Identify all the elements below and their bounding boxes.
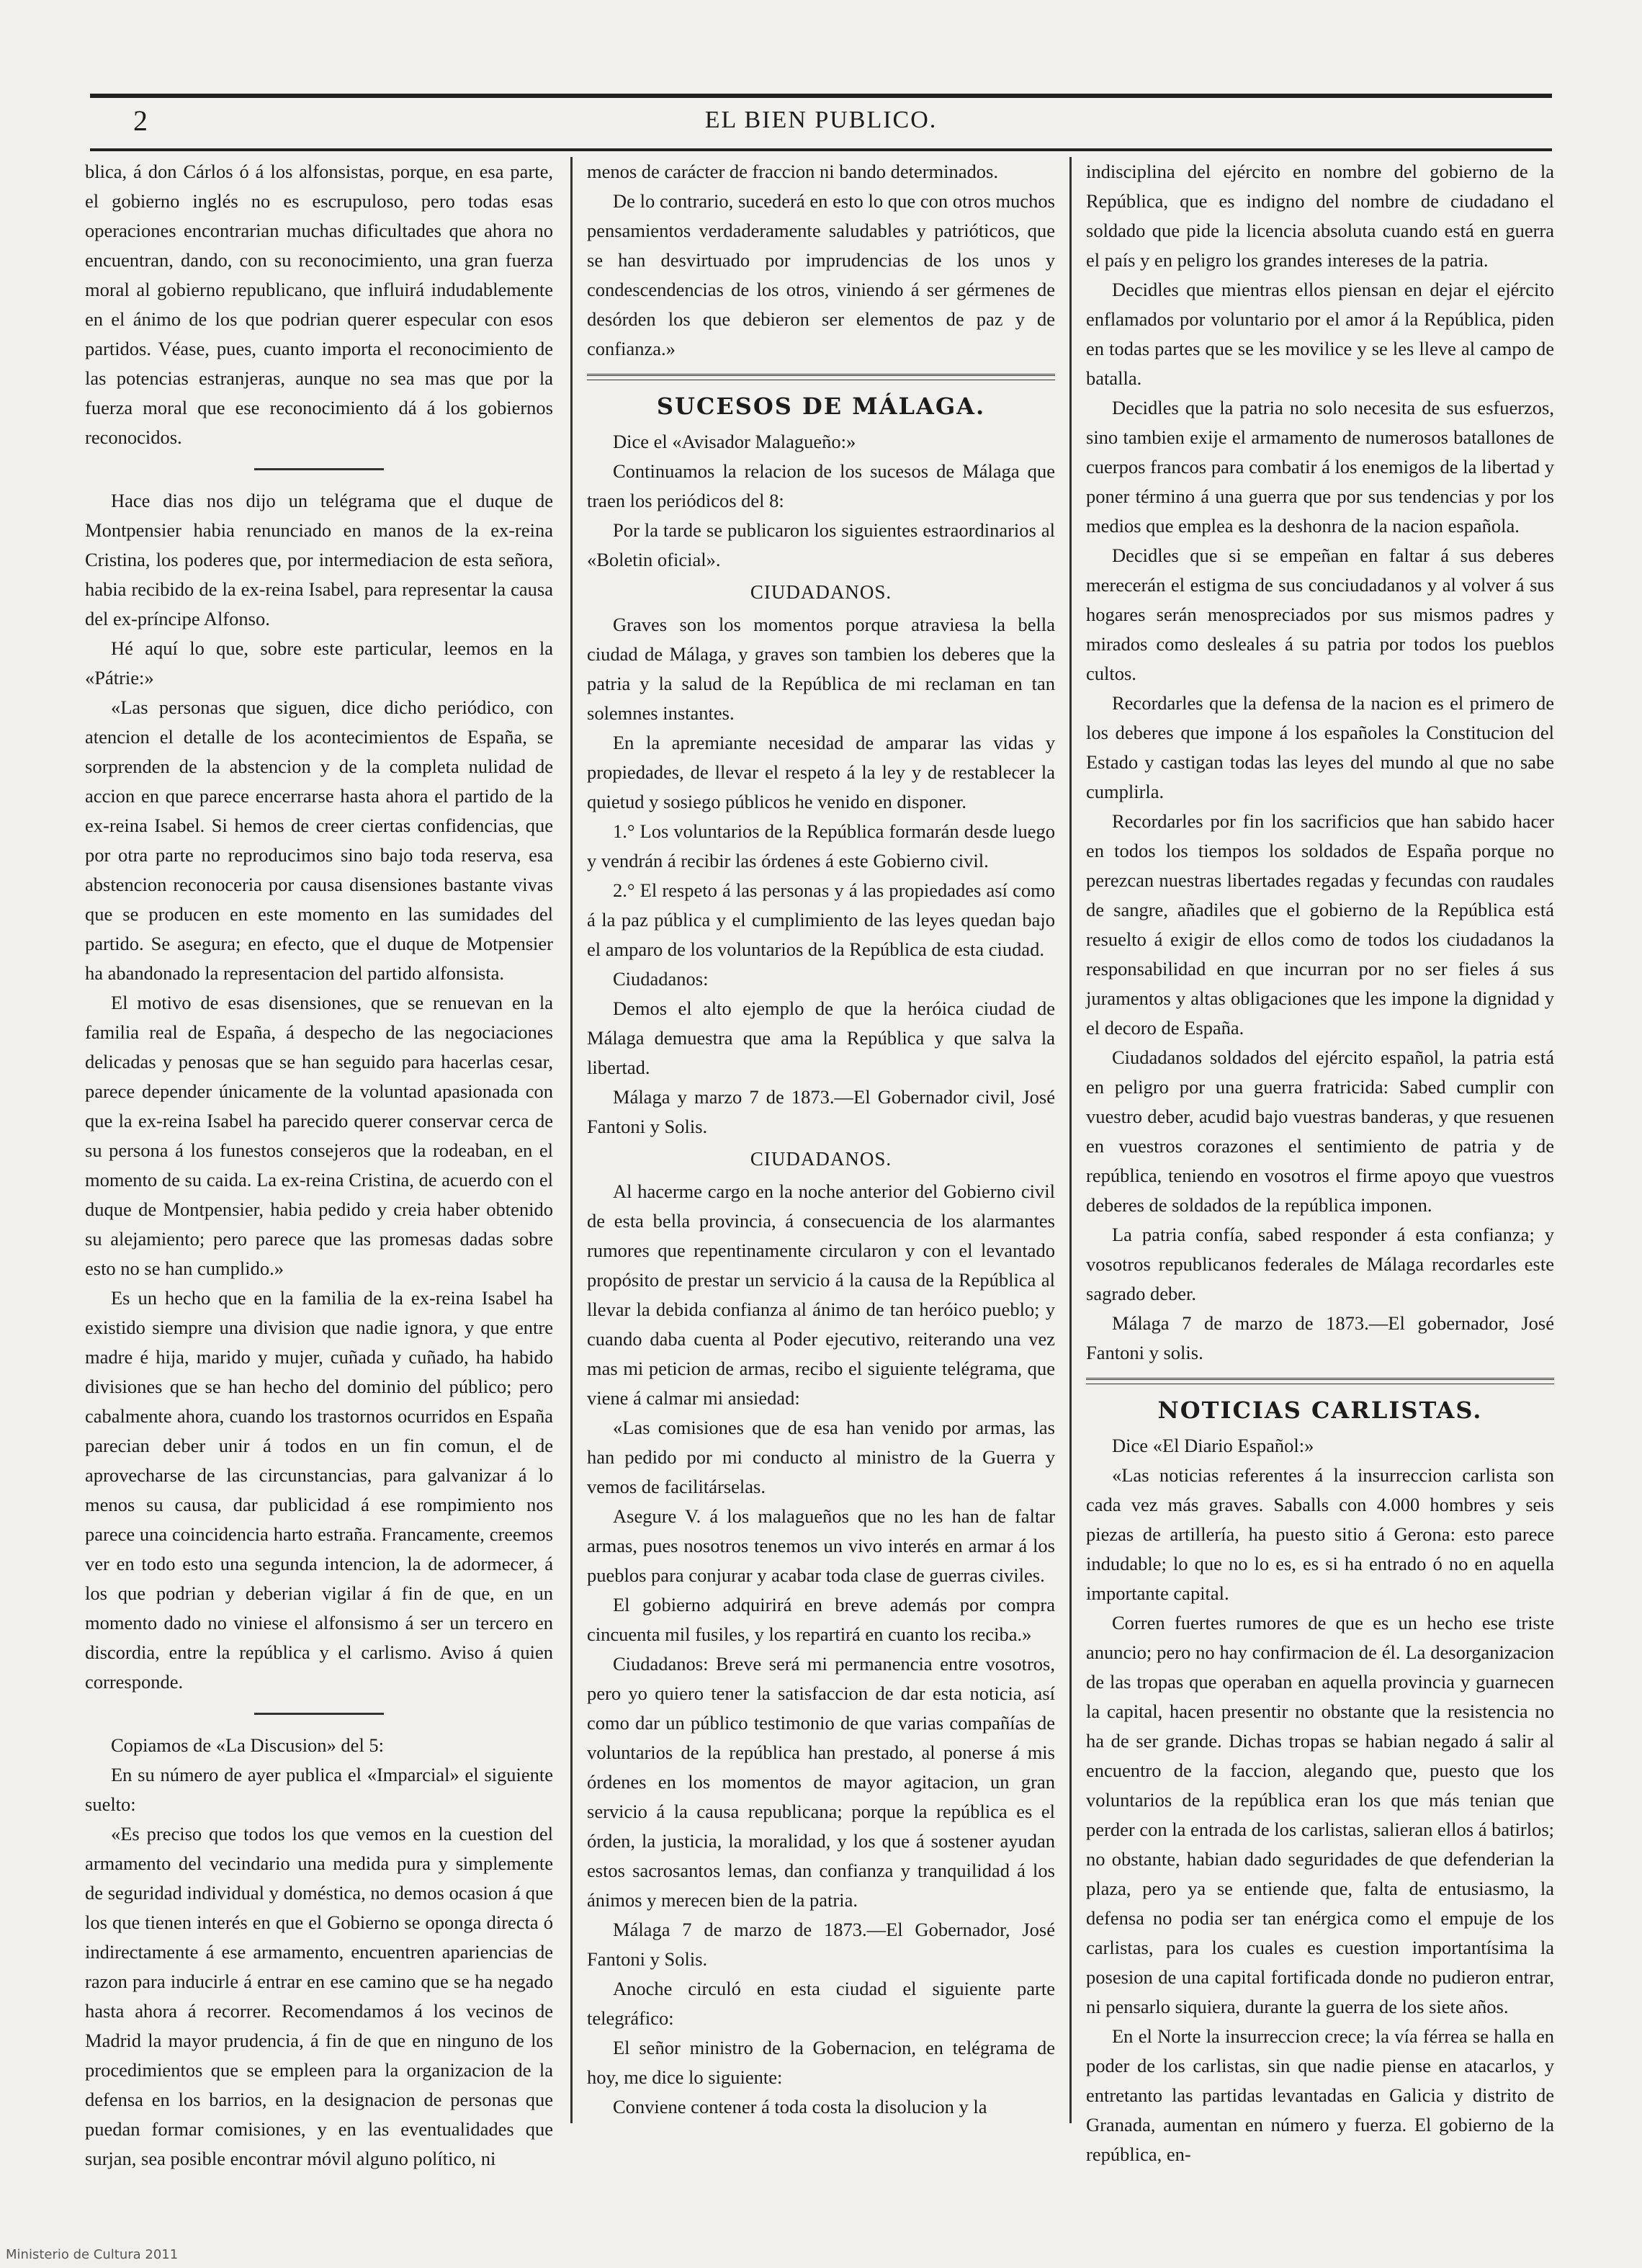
article-paragraph: Decidles que mientras ellos piensan en dejar el ejército enflamados por voluntario por el amor á la República, piden en todas partes que se les movilice y se les lleve al campo de batalla.: [1086, 279, 1554, 389]
article-paragraph: Málaga y marzo 7 de 1873.—El Gobernador civil, José Fantoni y Solis.: [587, 1086, 1055, 1137]
article-paragraph: «Las personas que siguen, dice dicho periódico, con atencion el detalle de los acontecimientos de España, se sorprenden de la abstencion y de la completa nulidad de accion en que parece encerrarse hasta ahora el partido de la ex-reina Isabel. Si hemos de creer ciertas confidencias, que por otra parte no reproducimos sino bajo toda reserva, esa abstencion reconoceria por causa disensiones bastante vivas que se producen en este momento en las sumidades del partido. Se asegura; en efecto, que el duque de Motpensier ha abandonado la representacion del partido alfonsista.: [85, 696, 553, 984]
article-paragraph: blica, á don Cárlos ó á los alfonsistas, porque, en esa parte, el gobierno inglés no es escrupuloso, pero todas esas operaciones encontrarian muchas dificultades que ahora no encuentran, dando, con su reconocimiento, una gran fuerza moral al gobierno republicano, que influirá indudablemente en el ánimo de los que podrian querer especular con esos partidos. Véase, pues, cuanto importa el reconocimiento de las potencias estranjeras, aunque no sea mas que por la fuerza moral que ese reconocimiento dá á los gobiernos reconocidos.: [85, 161, 553, 448]
article-paragraph: El motivo de esas disensiones, que se renuevan en la familia real de España, á despecho de las negociaciones delicadas y penosas que se han seguido para hacerlas cesar, parece depender únicamente de la voluntad apasionada con que la ex-reina Isabel ha parecido querer conservar cerca de su persona á los funestos consejeros que la rodeaban, en el momento de su caida. La ex-reina Cristina, de acuerdo con el duque de Montpensier, habia pedido y creia haber obtenido su alejamiento; pero parece que las promesas dadas sobre esto no se han cumplido.»: [85, 992, 553, 1279]
article-paragraph: Decidles que si se empeñan en faltar á sus deberes merecerán el estigma de sus conciudadanos y al volver á sus hogares serán menospreciados por sus mismos padres y mirados como desleales á su patria por todos los pueblos cultos.: [1086, 544, 1554, 684]
article-paragraph: Decidles que la patria no solo necesita de sus esfuerzos, sino tambien exije el armamento de numerosos batallones de cuerpos francos para combatir á los enemigos de la libertad y poner término á una guerra que por sus tendencias y por los medios que emplea es la deshonra de la nacion española.: [1086, 397, 1554, 537]
subheading: CIUDADANOS.: [750, 1148, 892, 1170]
newspaper-title: EL BIEN PUBLICO.: [704, 107, 938, 133]
article-paragraph: «Las noticias referentes á la insurreccion carlista son cada vez más graves. Saballs con 4.000 hombres y seis piezas de artillería, ha puesto sitio á Gerona: esto parece indudable; lo que no lo es, es si ha entrado ó no en aquella importante capital.: [1086, 1464, 1554, 1604]
article-paragraph: Corren fuertes rumores de que es un hecho ese triste anuncio; pero no hay confirmacion de él. La desorganizacion de las tropas que operaban en aquella provincia y guarnecen la capital, hacen presentir no obstante que la resistencia no ha de ser grande. Dichas tropas se habian negado á salir al encuentro de la faccion, alegando que, puesto que los voluntarios de la república eran los que más tenian que perder con la entrada de los carlistas, salieran ellos á batirlos; no obstante, habian dado seguridades de que defenderian la plaza, pero ya se entiende que, falta de entusiasmo, la defensa no podia ser tan enérgica como el empuje de los carlistas, para los cuales es cuestion importantísima la posesion de una capital fortificada donde no pudieron entrar, ni pensarlo siquiera, durante la guerra de los siete años.: [1086, 1612, 1554, 2017]
article-paragraph: El señor ministro de la Gobernacion, en telégrama de hoy, me dice lo siguiente:: [587, 2037, 1055, 2088]
article-paragraph: Recordarles por fin los sacrificios que han sabido hacer en todos los tiempos los soldados de España porque no perezcan nuestras libertades regadas y fecundas con raudales de sangre, añadiles que el gobierno de la República está resuelto á exigir de ellos como de todos los ciudadanos la responsabilidad en que incurran por no ser fieles á sus juramentos y altas obligaciones que les impone la dignidad y el decoro de España.: [1086, 810, 1554, 1039]
article-paragraph: En el Norte la insurreccion crece; la vía férrea se halla en poder de los carlistas, sin que nadie piense en atacarlos, y entretanto las partidas levantadas en Galicia y distrito de Granada, aumentan en número y fuerza. El gobierno de la república, en-: [1086, 2025, 1554, 2165]
article-paragraph: De lo contrario, sucederá en esto lo que con otros muchos pensamientos verdaderamente saludables y patrióticos, que se han desvirtuado por imprudencias de los unos y condescendencias de los otros, viniendo á ser gérmenes de desórden los que debieron ser elementos de paz y de confianza.»: [587, 190, 1055, 359]
article-paragraph: Dice «El Diario Español:»: [1112, 1435, 1314, 1456]
article-paragraph: 1.° Los voluntarios de la República formarán desde luego y vendrán á recibir las órdenes á este Gobierno civil.: [587, 820, 1055, 871]
article-paragraph: Graves son los momentos porque atraviesa la bella ciudad de Málaga, y graves son tambien los deberes que la patria y la salud de la República de mi reclaman en tan solemnes instantes.: [587, 614, 1055, 724]
article-paragraph: Demos el alto ejemplo de que la heróica ciudad de Málaga demuestra que ama la República y que salva la libertad.: [587, 998, 1055, 1078]
subheading: CIUDADANOS.: [750, 581, 892, 603]
article-paragraph: Es un hecho que en la familia de la ex-reina Isabel ha existido siempre una division que nadie ignora, y que entre madre é hija, marido y mujer, cuñada y cuñado, ha habido divisiones que se han hecho del dominio del público; pero cabalmente ahora, cuando los trastornos ocurridos en España parecian deber unir á todos en un fin comun, el de aprovecharse de las circunstancias, para galvanizar á lo menos su causa, dar publicidad á ese rompimiento nos parece una coincidencia harto estraña. Francamente, creemos ver en todo esto una segunda intencion, la de adormecer, á los que podrian y deberian vigilar á fin de que, en un momento dado no viniese el alfonsismo á ser un tercero en discordia, entre la república y el carlismo. Aviso á quien corresponde.: [85, 1287, 553, 1693]
column-divider: [1069, 157, 1072, 2123]
column-1: [85, 157, 553, 2169]
article-paragraph: 2.° El respeto á las personas y á las propiedades así como á la paz pública y el cumplimiento de las leyes quedan bajo el amparo de los voluntarios de la República de esta ciudad.: [587, 879, 1055, 960]
article-paragraph: Hé aquí lo que, sobre este particular, leemos en la «Pátrie:»: [85, 637, 553, 689]
section-rule: [587, 374, 1055, 380]
article-separator: [254, 1713, 384, 1715]
header-bottom-rule: [90, 148, 1552, 151]
article-paragraph: En su número de ayer publica el «Imparcial» el siguiente suelto:: [85, 1764, 553, 1815]
article-paragraph: «Es preciso que todos los que vemos en la cuestion del armamento del vecindario una medida pura y simplemente de seguridad individual y doméstica, no demos ocasion á que los que tienen interés en que el Gobierno se oponga directa ó indirectamente á ese armamento, encuentren apariencias de razon para inducirle á entrar en ese camino que se ha negado hasta ahora á recorrer. Recomendamos á los vecinos de Madrid la mayor prudencia, á fin de que en ninguno de los procedimientos que se empleen para la organizacion de la defensa en los barrios, en la designacion de personas que puedan formar comisiones, y en las eventualidades que surjan, sea posible encontrar móvil alguno político, ni: [85, 1823, 553, 2169]
section-heading: NOTICIAS CARLISTAS.: [1157, 1397, 1483, 1424]
column-2: [587, 157, 1055, 2123]
article-paragraph: Al hacerme cargo en la noche anterior del Gobierno civil de esta bella provincia, á consecuencia de los alarmantes rumores que repentinamente circularon y con el levantado propósito de prestar un servicio á la causa de la República al llevar la debida confianza al ánimo de tan heróico pueblo; y cuando daba cuenta al Poder ejecutivo, reiterando una vez mas mi peticion de armas, recibo el siguiente telégrama, que viene á calmar mi ansiedad:: [587, 1180, 1055, 1409]
article-paragraph: Asegure V. á los malagueños que no les han de faltar armas, pues nosotros tenemos un vivo interés en armar á los pueblos para conjurar y acabar toda clase de guerras civiles.: [587, 1505, 1055, 1586]
column-3: [1086, 157, 1554, 2165]
article-paragraph: menos de carácter de fraccion ni bando determinados.: [587, 161, 998, 182]
archive-credit: Ministerio de Cultura 2011: [6, 2247, 179, 2262]
article-paragraph: La patria confía, sabed responder á esta confianza; y vosotros republicanos federales de Málaga recordarles este sagrado deber.: [1086, 1224, 1554, 1304]
article-paragraph: Hace dias nos dijo un telégrama que el duque de Montpensier habia renunciado en manos de la ex-reina Cristina, los poderes que, por intermediacion de esta señora, habia recibido de la ex-reina Isabel, para representar la causa del ex-príncipe Alfonso.: [85, 490, 553, 629]
section-rule: [1086, 1378, 1554, 1384]
article-paragraph: Recordarles que la defensa de la nacion es el primero de los deberes que impone á los españoles la Constitucion del Estado y castigan todas las leyes del mundo al que no sabe cumplirla.: [1086, 692, 1554, 802]
article-paragraph: indisciplina del ejército en nombre del gobierno de la República, que es indigno del nombre de ciudadano el soldado que pide la licencia absoluta cuando está en guerra el país y en peligro los grandes intereses de la patria.: [1086, 161, 1554, 271]
column-divider: [570, 157, 573, 2123]
header-top-rule: [90, 94, 1552, 98]
article-paragraph: Ciudadanos soldados del ejército español, la patria está en peligro por una guerra fratricida: Sabed cumplir con vuestro deber, acudid bajo vuestras banderas, y que resuenen en vuestros corazones el sentimiento de patria y de república, teniendo en vosotros el firme apoyo que vuestros deberes de soldados de la república imponen.: [1086, 1046, 1554, 1216]
article-paragraph: Ciudadanos: Breve será mi permanencia entre vosotros, pero yo quiero tener la satisfaccion de dar esta noticia, así como dar un público testimonio de que varias compañías de voluntarios de la república han prestado, al ponerse á mis órdenes en los momentos de mayor agitacion, un gran servicio á la causa republicana; porque la república es el órden, la justicia, la moralidad, y los que á sostener ayudan estos sacrosantos lemas, dan confianza y tranquilidad á los ánimos y merecen bien de la patria.: [587, 1653, 1055, 1911]
page-header: [90, 94, 1552, 151]
article-paragraph: Por la tarde se publicaron los siguientes estraordinarios al «Boletin oficial».: [587, 519, 1055, 570]
page-number: 2: [133, 104, 148, 137]
article-paragraph: «Las comisiones que de esa han venido por armas, las han pedido por mi conducto al ministro de la Guerra y vemos de facilitárselas.: [587, 1417, 1055, 1497]
article-paragraph: Ciudadanos:: [613, 968, 709, 990]
article-paragraph: Copiamos de «La Discusion» del 5:: [111, 1734, 385, 1756]
section-heading: SUCESOS DE MÁLAGA.: [656, 393, 986, 420]
article-paragraph: En la apremiante necesidad de amparar las vidas y propiedades, de llevar el respeto á la ley y de restablecer la quietud y sosiego públicos he venido en disponer.: [587, 732, 1055, 812]
article-separator: [254, 468, 384, 470]
article-paragraph: El gobierno adquirirá en breve además por compra cincuenta mil fusiles, y los repartirá en cuanto los reciba.»: [587, 1594, 1055, 1645]
article-paragraph: Conviene contener á toda costa la disolucion y la: [613, 2096, 987, 2117]
article-paragraph: Anoche circuló en esta ciudad el siguiente parte telegráfico:: [587, 1978, 1055, 2029]
article-paragraph: Dice el «Avisador Malagueño:»: [613, 431, 856, 452]
article-paragraph: Málaga 7 de marzo de 1873.—El Gobernador, José Fantoni y Solis.: [587, 1919, 1055, 1970]
article-paragraph: Málaga 7 de marzo de 1873.—El gobernador, José Fantoni y solis.: [1086, 1312, 1554, 1363]
article-paragraph: Continuamos la relacion de los sucesos de Málaga que traen los periódicos del 8:: [587, 460, 1055, 511]
